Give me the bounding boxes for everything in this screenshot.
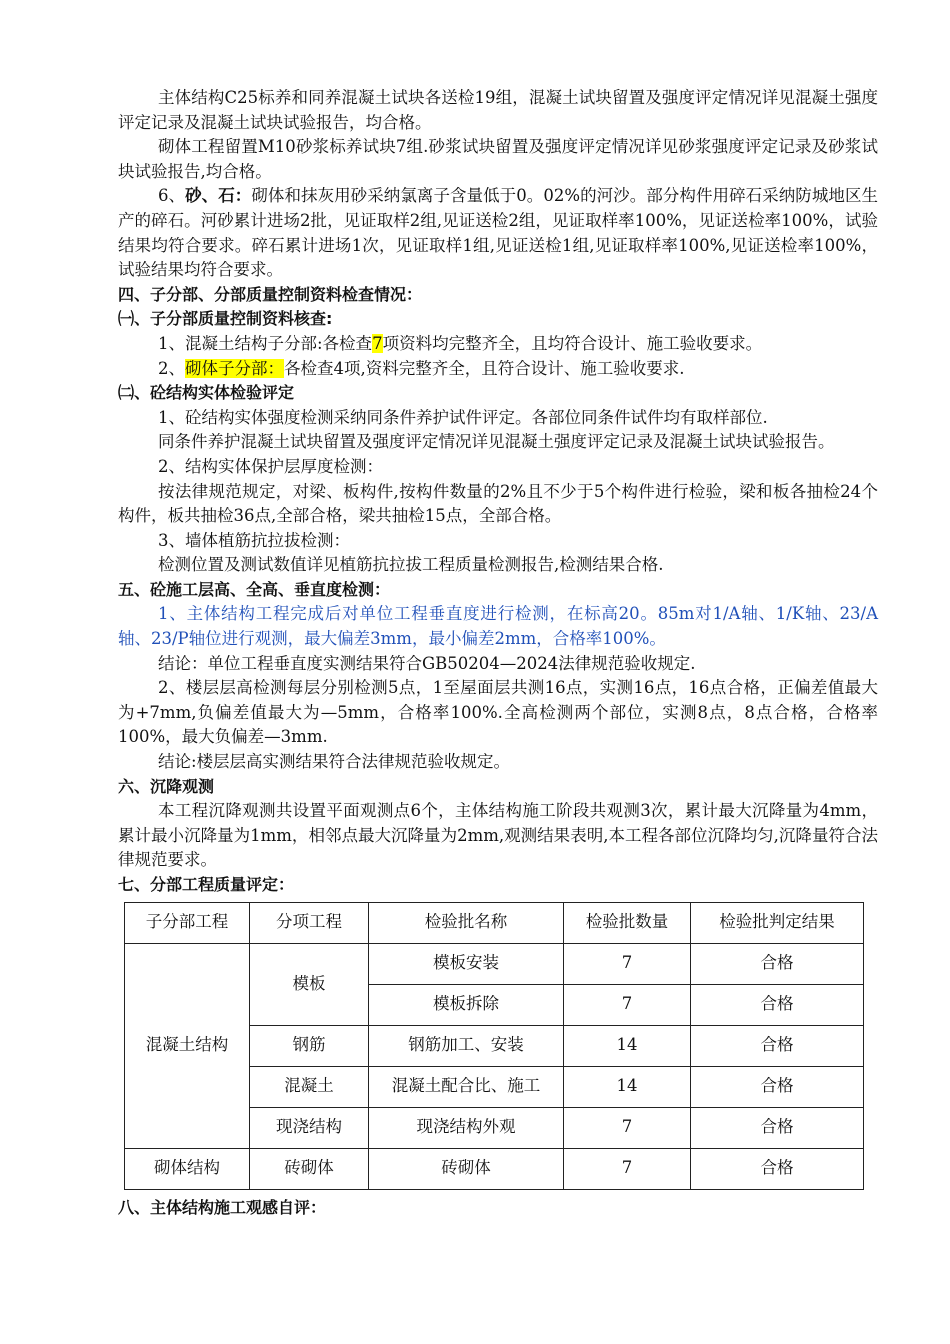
quality-evaluation-table — [124, 902, 864, 1190]
highlighted-masonry-label: 砌体子分部： — [185, 358, 284, 378]
table-header-cell: 检验批名称 — [369, 902, 564, 943]
batch-result-cell: 合格 — [691, 1025, 864, 1066]
batch-name-cell: 混凝土配合比、施工 — [369, 1066, 564, 1107]
paragraph-sand-stone: 6、砂、石：砌体和抹灰用砂采纳氯离子含量低于0。02%的河沙。部分构件用碎石采纳防城地区生产的碎石。河砂累计进场2批，见证取样2组,见证送检2组，见证取样率100%，见证送检率100%，试验结果均符合要求。碎石累计进场1次，见证取样1组,见证送检1组,见证取样率100%,见证送检率100%，试验结果均符合要求。 — [118, 186, 879, 280]
cover-thickness-detail: 按法律规范规定，对梁、板构件,按构件数量的2%且不少于5个构件进行检验，梁和板各抽检24个构件，板共抽检36点,全部合格，梁共抽检15点，全部合格。 — [118, 481, 878, 526]
pullout-test-title: 3、墙体植筋抗拉拔检测： — [158, 530, 350, 550]
document-page — [118, 86, 878, 1220]
table-header-cell: 分项工程 — [250, 902, 369, 943]
masonry-subsection-check: 2、砌体子分部：各检查4项,资料完整齐全，且符合设计、施工验收要求. — [158, 358, 685, 378]
pullout-test-detail: 检测位置及测试数值详见植筋抗拉拔工程质量检测报告,检测结果合格. — [158, 555, 664, 575]
item-cell: 现浇结构 — [250, 1107, 369, 1148]
section-5-heading: 五、砼施工层高、全高、垂直度检测： — [118, 579, 391, 599]
highlighted-count: 7 — [372, 333, 383, 353]
table-header-row — [125, 902, 864, 943]
batch-qty-cell: 7 — [564, 984, 691, 1025]
item-cell: 模板 — [250, 943, 369, 1025]
table-row — [125, 1148, 864, 1189]
batch-name-cell: 模板安装 — [369, 943, 564, 984]
sand-stone-heading: 砂、石： — [185, 186, 252, 206]
section-7-heading: 七、分部工程质量评定： — [118, 875, 295, 894]
item-cell: 钢筋 — [250, 1025, 369, 1066]
batch-name-cell: 砖砌体 — [369, 1148, 564, 1189]
subsection-masonry-cell: 砌体结构 — [125, 1148, 250, 1189]
verticality-test: 1、主体结构工程完成后对单位工程垂直度进行检测，在标高20。85m对1/A轴、1/K轴、23/A轴、23/P轴位进行观测，最大偏差3mm，最小偏差2mm，合格率100%。 — [118, 604, 878, 649]
batch-qty-cell: 7 — [564, 1107, 691, 1148]
section-6-heading: 六、沉降观测 — [118, 776, 215, 796]
section-8-heading: 八、主体结构施工观感自评： — [118, 1197, 327, 1217]
subsection-concrete-cell: 混凝土结构 — [125, 943, 250, 1148]
table-header-cell: 检验批数量 — [564, 902, 691, 943]
paragraph-mortar-test: 砌体工程留置M10砂浆标养试块7组.砂浆试块留置及强度评定情况详见砂浆强度评定记录及砂浆试块试验报告,均合格。 — [118, 137, 878, 181]
table-header-cell: 子分部工程 — [125, 902, 250, 943]
batch-name-cell: 现浇结构外观 — [369, 1107, 564, 1148]
batch-qty-cell: 7 — [564, 943, 691, 984]
floor-height-test: 2、楼层层高检测每层分别检测5点，1至屋面层共测16点，实测16点，16点合格，正偏差值最大为+7mm,负偏差值最大为—5mm，合格率100%.全高检测两个部位，实测8点，8点合格，合格率100%，最大负偏差—3mm. — [118, 678, 878, 747]
batch-result-cell: 合格 — [691, 1107, 864, 1148]
strength-test-detail: 同条件养护混凝土试块留置及强度评定情况详见混凝土强度评定记录及混凝土试块试验报告。 — [158, 432, 835, 452]
batch-qty-cell: 14 — [564, 1025, 691, 1066]
batch-result-cell: 合格 — [691, 1066, 864, 1107]
batch-qty-cell: 7 — [564, 1148, 691, 1189]
floor-height-conclusion: 结论:楼层层高实测结果符合法律规范验收规定。 — [158, 752, 511, 772]
batch-result-cell: 合格 — [691, 1148, 864, 1189]
concrete-subsection-check: 1、混凝土结构子分部:各检查7项资料均完整齐全，且均符合设计、施工验收要求。 — [158, 333, 763, 353]
batch-name-cell: 钢筋加工、安装 — [369, 1025, 564, 1066]
section-4-1-heading: ㈠、子分部质量控制资料核查: — [118, 309, 333, 329]
settlement-paragraph: 本工程沉降观测共设置平面观测点6个，主体结构施工阶段共观测3次，累计最大沉降量为4mm，累计最小沉降量为1mm，相邻点最大沉降量为2mm,观测结果表明,本工程各部位沉降均匀,沉降量符合法律规范要求。 — [118, 801, 878, 870]
cover-thickness-title: 2、结构实体保护层厚度检测： — [158, 456, 383, 476]
batch-result-cell: 合格 — [691, 984, 864, 1025]
section-4-2-heading: ㈡、砼结构实体检验评定 — [118, 383, 295, 403]
item-cell: 砖砌体 — [250, 1148, 369, 1189]
table-header-cell: 检验批判定结果 — [691, 902, 864, 943]
table-row — [125, 943, 864, 984]
paragraph-concrete-test: 主体结构C25标养和同养混凝土试块各送检19组，混凝土试块留置及强度评定情况详见混凝土强度评定记录及混凝土试块试验报告，均合格。 — [118, 88, 878, 132]
batch-name-cell: 模板拆除 — [369, 984, 564, 1025]
batch-result-cell: 合格 — [691, 943, 864, 984]
verticality-conclusion: 结论：单位工程垂直度实测结果符合GB50204—2024法律规范验收规定. — [158, 653, 696, 673]
item-cell: 混凝土 — [250, 1066, 369, 1107]
strength-test-line: 1、砼结构实体强度检测采纳同条件养护试件评定。各部位同条件试件均有取样部位. — [158, 407, 768, 427]
batch-qty-cell: 14 — [564, 1066, 691, 1107]
section-4-heading: 四、子分部、分部质量控制资料检查情况： — [118, 284, 423, 304]
